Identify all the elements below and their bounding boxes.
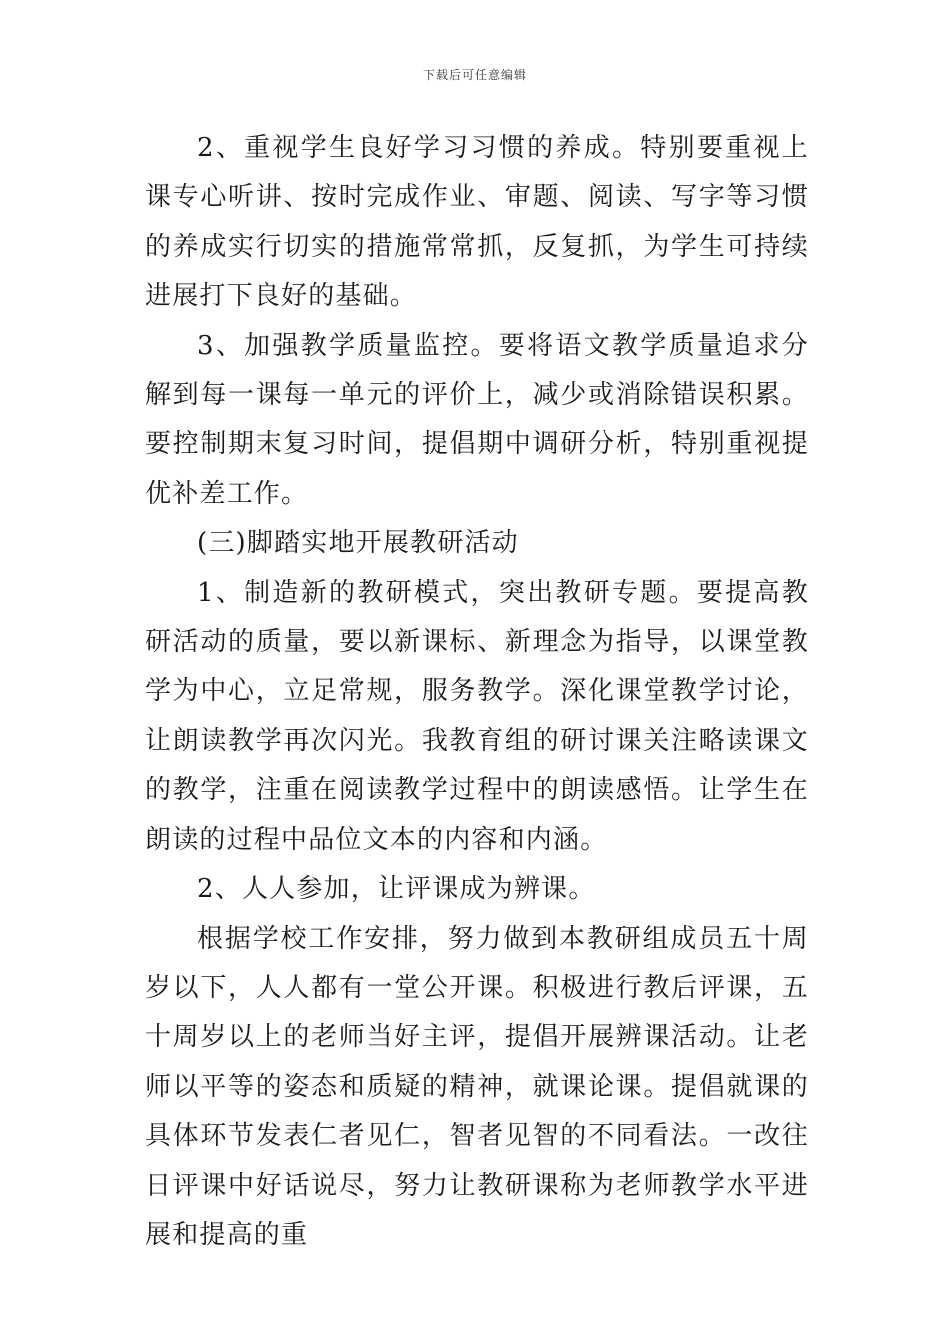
paragraph-everyone-participates: 2、人人参加，让评课成为辨课。 xyxy=(197,874,596,905)
paragraph-study-habits: 2、重视学生良好学习习惯的养成。特别要重视上课专心听讲、按时完成作业、审题、阅读、写字等习惯的养成实行切实的措施常常抓，反复抓，为学生可持续进展打下良好的基础。 xyxy=(145,133,809,312)
section-heading-teaching-research: (三)脚踏实地开展教研活动 xyxy=(197,528,519,559)
paragraph-research-model: 1、制造新的教研模式，突出教研专题。要提高教研活动的质量，要以新课标、新理念为指导，以课堂教学为中心，立足常规，服务教学。深化课堂教学讨论，让朗读教学再次闪光。我教育组的研讨课关注略读课文的教学，注重在阅读教学过程中的朗读感悟。让学生在朗读的过程中品位文本的内容和内涵。 xyxy=(145,577,809,855)
document-body xyxy=(145,124,809,1260)
paragraph-open-lessons: 根据学校工作安排，努力做到本教研组成员五十周岁以下，人人都有一堂公开课。积极进行教后评课，五十周岁以上的老师当好主评，提倡开展辨课活动。让老师以平等的姿态和质疑的精神，就课论课。提倡就课的具体环节发表仁者见仁，智者见智的不同看法。一改往日评课中好话说尽，努力让教研课称为老师教学水平进展和提高的重 xyxy=(145,923,809,1250)
paragraph-quality-monitoring: 3、加强教学质量监控。要将语文教学质量追求分解到每一课每一单元的评价上，减少或消除错误积累。要控制期末复习时间，提倡期中调研分析，特别重视提优补差工作。 xyxy=(145,330,809,509)
page-header: 下载后可任意编辑 xyxy=(422,68,527,82)
